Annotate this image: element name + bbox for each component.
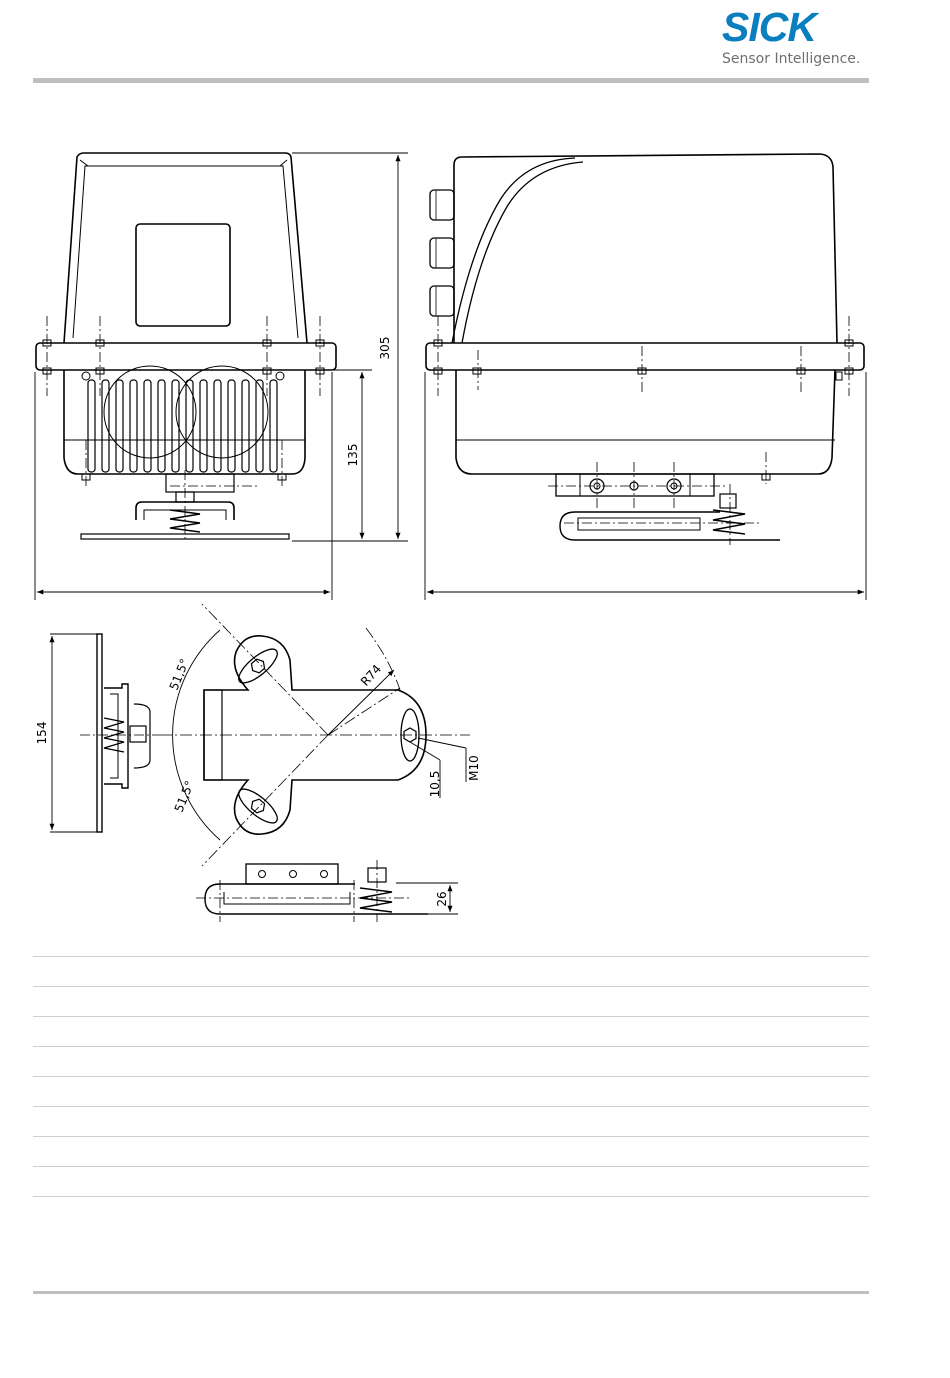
dim-total-height: 305	[378, 336, 392, 360]
footer-rule	[33, 1291, 869, 1294]
bracket-side-view	[50, 634, 160, 832]
table-row	[33, 1046, 869, 1076]
dim-angle-top: 51,5°	[166, 656, 192, 693]
table-row	[33, 1016, 869, 1046]
table-row	[33, 1166, 869, 1197]
bracket-top-view	[160, 604, 470, 866]
dim-angle-bottom: 51,5°	[171, 778, 197, 815]
table-row	[33, 1136, 869, 1166]
dim-spring-height: 26	[435, 891, 449, 907]
table-row	[33, 1076, 869, 1106]
logo-tagline: Sensor Intelligence.	[722, 51, 861, 67]
side-view	[426, 154, 864, 545]
dim-slot: 10,5	[428, 770, 442, 798]
dim-thread: M10	[467, 755, 481, 781]
front-view	[36, 153, 336, 540]
table-row	[33, 956, 869, 986]
empty-table	[33, 956, 869, 1197]
dim-radius: R74	[357, 661, 385, 689]
logo-wordmark: SICK	[722, 4, 816, 50]
bracket-front-view	[196, 860, 458, 922]
dim-lower-height: 135	[346, 443, 360, 467]
table-row	[33, 986, 869, 1016]
dim-bracket-height: 154	[35, 721, 49, 745]
table-row	[33, 1106, 869, 1136]
